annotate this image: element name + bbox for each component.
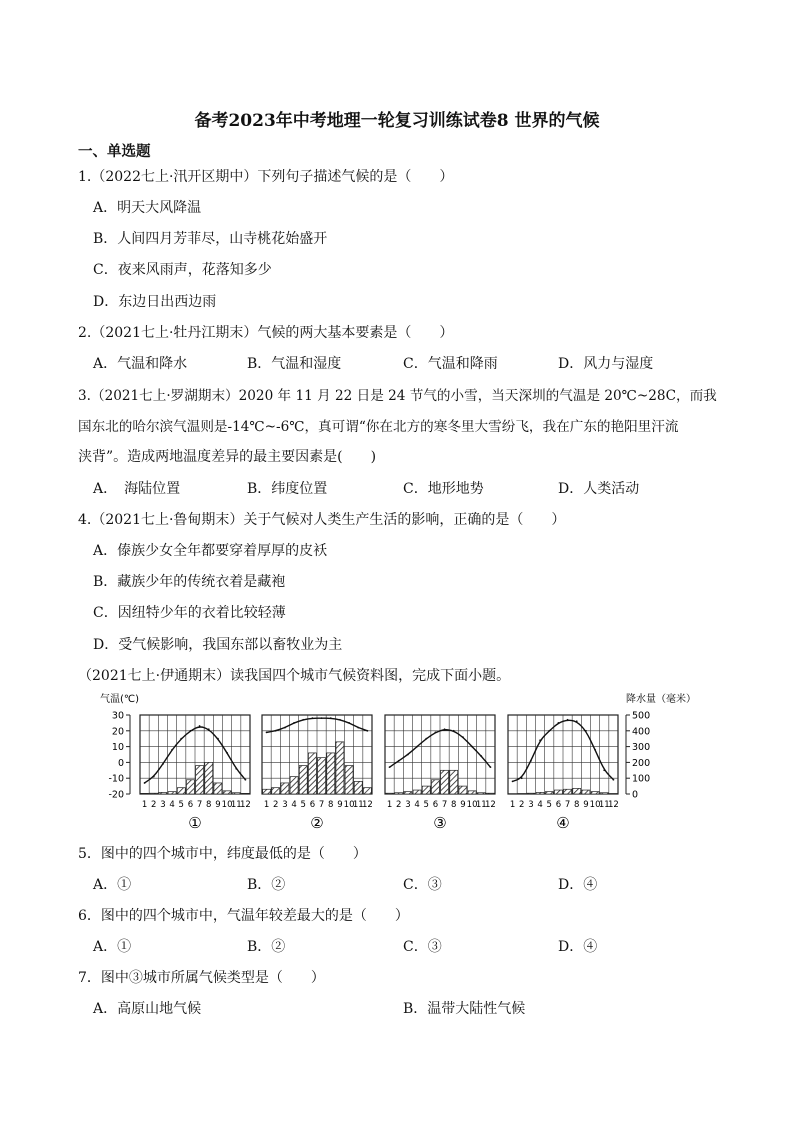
month-tick-label: 3: [282, 800, 288, 810]
panel-4-temperature-point: [521, 777, 523, 779]
temperature-axis-label: 气温(℃): [100, 694, 140, 705]
month-tick-label: 12: [362, 800, 373, 810]
question-2-option-d: D．风力与湿度: [558, 356, 654, 372]
panel-4-temperature-point: [530, 760, 532, 762]
month-tick-label: 11: [475, 800, 487, 810]
temperature-tick-label: 30: [111, 710, 124, 722]
month-tick-label: 7: [564, 800, 571, 810]
climate-charts-svg: [96, 688, 696, 838]
month-tick-label: 12: [240, 800, 251, 810]
question-3-line-1: 3.（2021七上·罗湖期末）2020 年 11 月 22 日是 24 节气的小雪，当天深圳的气温是 20℃~28C，而我: [78, 388, 717, 404]
panel-4-precip-bar: [564, 789, 572, 794]
panel-1-temperature-point: [226, 752, 228, 754]
question-6-option-c: C．③: [403, 939, 442, 955]
month-tick-label: 5: [423, 800, 429, 810]
panel-2-temperature-point: [284, 727, 286, 729]
panel-3-precip-bar: [477, 793, 485, 794]
panel-4-temperature-point: [576, 720, 578, 722]
panel-4-precip-bar: [554, 790, 562, 794]
question-6-stem: 6．图中的四个城市中，气温年较差最大的是（ ）: [78, 908, 409, 924]
panel-3-temperature-point: [389, 766, 391, 768]
month-tick-label: 3: [160, 800, 166, 810]
month-tick-label: 1: [386, 800, 393, 810]
temperature-tick-label: 10: [111, 742, 124, 754]
question-4-option-b: B．藏族少年的传统衣着是藏袍: [93, 574, 286, 590]
panel-1-precip-bar: [223, 791, 231, 794]
panel-1-precip-bar: [159, 792, 167, 794]
panel-4-temperature-point: [539, 739, 541, 741]
panel-2-label: ②: [310, 814, 324, 832]
panel-2-precip-bar: [345, 766, 353, 794]
panel-2-temperature-point: [275, 730, 277, 732]
month-tick-label: 6: [555, 800, 562, 810]
panel-1-temperature-point: [171, 749, 173, 751]
panel-4-temperature-point: [613, 779, 615, 781]
panel-4-precip-bar: [582, 790, 590, 794]
temperature-tick-label: 20: [111, 726, 124, 738]
panel-2-precip-bar: [299, 766, 307, 794]
panel-2-precip-bar: [290, 777, 298, 794]
panel-2-temperature-point: [357, 727, 359, 729]
question-4-option-d: D．受气候影响，我国东部以畜牧业为主: [93, 637, 343, 653]
question-group-intro: （2021七上·伊通期末）读我国四个城市气候资料图，完成下面小题。: [78, 668, 511, 684]
panel-3-temperature-point: [471, 746, 473, 748]
month-tick-label: 2: [396, 800, 402, 810]
panel-1-precip-bar: [232, 793, 240, 794]
panel-2-precip-bar: [272, 788, 280, 794]
panel-4-temperature-point: [567, 719, 569, 721]
month-tick-label: 5: [300, 800, 306, 810]
question-5-option-d: D．④: [558, 877, 598, 893]
panel-1-precip-bar: [177, 788, 185, 794]
panel-4-temperature-point: [512, 780, 514, 782]
panel-3-temperature-point: [416, 746, 418, 748]
month-tick-label: 4: [291, 800, 297, 810]
panel-3-temperature-point: [398, 760, 400, 762]
month-tick-label: 6: [432, 800, 439, 810]
panel-2-precip-bar: [308, 753, 316, 794]
panel-4-precip-bar: [573, 788, 581, 794]
month-tick-label: 5: [178, 800, 184, 810]
panel-4-temperature-point: [603, 769, 605, 771]
month-tick-label: 2: [273, 800, 279, 810]
question-5-option-b: B．②: [247, 877, 286, 893]
panel-4-precip-bar: [600, 793, 608, 794]
panel-4-precip-bar: [527, 793, 535, 794]
month-tick-label: 1: [141, 800, 148, 810]
month-tick-label: 9: [337, 800, 343, 810]
panel-2-temperature-point: [330, 717, 332, 719]
panel-2-precip-bar: [363, 788, 371, 794]
panel-3-precip-bar: [468, 791, 476, 794]
panel-3-temperature-point: [425, 738, 427, 740]
month-tick-label: 11: [230, 800, 242, 810]
precipitation-axis-label: 降水量（毫米）: [626, 694, 696, 705]
panel-2-temperature-point: [339, 719, 341, 721]
month-tick-label: 1: [509, 800, 516, 810]
panel-3-temperature-point: [407, 754, 409, 756]
question-6-option-b: B．②: [247, 939, 286, 955]
climate-charts: [96, 688, 696, 838]
question-1-stem: 1.（2022七上·汛开区期中）下列句子描述气候的是（ ）: [78, 169, 454, 185]
panel-2-precip-bar: [263, 789, 271, 794]
question-4-stem: 4.（2021七上·鲁甸期末）关于气候对人类生产生活的影响，正确的是（ ）: [78, 512, 566, 528]
panel-3-precip-bar: [431, 780, 439, 794]
month-tick-label: 3: [405, 800, 411, 810]
month-tick-label: 7: [196, 800, 203, 810]
month-tick-label: 12: [608, 800, 619, 810]
precipitation-tick-label: 300: [632, 742, 651, 754]
panel-4-label: ④: [556, 814, 570, 832]
panel-2-temperature-point: [348, 722, 350, 724]
panel-1-temperature-point: [144, 782, 146, 784]
panel-3-precip-bar: [450, 770, 458, 794]
question-4-option-a: A．傣族少女全年都要穿着厚厚的皮袄: [93, 543, 328, 559]
question-7-option-a: A．高原山地气候: [93, 1001, 202, 1017]
question-5-stem: 5．图中的四个城市中，纬度最低的是（ ）: [78, 846, 367, 862]
month-tick-label: 10: [221, 800, 233, 810]
precipitation-tick-label: 0: [632, 789, 639, 801]
temperature-tick-label: -20: [108, 789, 124, 801]
panel-1-precip-bar: [150, 793, 158, 794]
panel-1-precip-bar: [168, 792, 176, 794]
month-tick-label: 11: [598, 800, 610, 810]
panel-2-precip-bar: [327, 753, 335, 794]
panel-3-precip-bar: [441, 770, 449, 794]
question-3-option-d: D．人类活动: [558, 481, 640, 497]
panel-3-precip-bar: [459, 786, 467, 794]
question-3-line-3: 浃背”。造成两地温度差异的最主要因素是( ): [78, 449, 377, 465]
panel-3-precip-bar: [395, 793, 403, 794]
panel-1-precip-bar: [205, 762, 213, 794]
month-tick-label: 5: [546, 800, 552, 810]
month-tick-label: 10: [343, 800, 355, 810]
panel-1-precip-bar: [186, 780, 194, 794]
panel-3-temperature-point: [490, 766, 492, 768]
precipitation-tick-label: 500: [632, 710, 651, 722]
question-2-stem: 2.（2021七上·牡丹江期末）气候的两大基本要素是（ ）: [78, 325, 454, 341]
question-5-option-c: C．③: [403, 877, 442, 893]
panel-1-temperature-point: [208, 728, 210, 730]
panel-4-temperature-point: [558, 722, 560, 724]
panel-1-temperature-point: [162, 763, 164, 765]
panel-2-precip-bar: [281, 783, 289, 794]
panel-2-precip-bar: [354, 781, 362, 794]
question-7-option-b: B．温带大陆性气候: [403, 1001, 526, 1017]
question-5-option-a: A．①: [93, 877, 132, 893]
question-1-option-c: C．夜来风雨声，花落知多少: [93, 262, 272, 278]
panel-1-temperature-point: [180, 738, 182, 740]
panel-1-precip-bar: [196, 766, 204, 794]
panel-1-precip-bar: [214, 783, 222, 794]
panel-3-temperature-point: [453, 730, 455, 732]
question-6-option-a: A．①: [93, 939, 132, 955]
panel-1-temperature-point: [245, 779, 247, 781]
month-tick-label: 6: [309, 800, 316, 810]
temperature-tick-label: 0: [117, 757, 124, 769]
question-6-option-d: D．④: [558, 939, 598, 955]
panel-2-temperature-point: [266, 731, 268, 733]
question-3-line-2: 国东北的哈尔滨气温则是-14℃~-6℃，真可谓“你在北方的寒冬里大雪纷飞，我在广东的艳阳里汗流: [78, 419, 679, 435]
panel-3-precip-bar: [413, 790, 421, 794]
panel-1-temperature-point: [190, 730, 192, 732]
temperature-tick-label: -10: [108, 773, 124, 785]
panel-2-temperature-point: [312, 717, 314, 719]
month-tick-label: 8: [451, 800, 457, 810]
question-3-option-b: B．纬度位置: [247, 481, 328, 497]
panel-2-precip-bar: [336, 742, 344, 794]
month-tick-label: 9: [460, 800, 466, 810]
panel-4-temperature-point: [585, 730, 587, 732]
question-7-stem: 7．图中③城市所属气候类型是（ ）: [78, 970, 325, 986]
panel-1-temperature-point: [217, 738, 219, 740]
panel-2-temperature-point: [367, 730, 369, 732]
month-tick-label: 8: [328, 800, 334, 810]
month-tick-label: 7: [441, 800, 448, 810]
question-1-option-b: B．人间四月芳菲尽，山寺桃花始盛开: [93, 231, 328, 247]
section-heading: 一、单选题: [78, 143, 151, 160]
month-tick-label: 3: [528, 800, 534, 810]
panel-3-precip-bar: [386, 793, 394, 794]
panel-1-temperature-point: [235, 768, 237, 770]
panel-3-temperature-point: [462, 736, 464, 738]
panel-4-precip-bar: [591, 792, 599, 794]
month-tick-label: 1: [263, 800, 270, 810]
panel-4-precip-bar: [536, 792, 544, 794]
panel-3-precip-bar: [404, 792, 412, 794]
question-2-option-c: C．气温和降雨: [403, 356, 498, 372]
question-2-option-b: B．气温和湿度: [247, 356, 342, 372]
question-2-option-a: A．气温和降水: [93, 356, 188, 372]
panel-2-precip-bar: [318, 758, 326, 794]
panel-1-precip-bar: [241, 793, 249, 794]
panel-1-label: ①: [188, 814, 202, 832]
precipitation-tick-label: 200: [632, 757, 651, 769]
question-3-option-c: C．地形地势: [403, 481, 484, 497]
panel-4-temperature-point: [594, 749, 596, 751]
question-1-option-a: A．明天大风降温: [93, 200, 202, 216]
month-tick-label: 11: [352, 800, 364, 810]
panel-1-temperature-point: [153, 776, 155, 778]
precipitation-tick-label: 100: [632, 773, 651, 785]
panel-4-temperature-point: [548, 730, 550, 732]
panel-3-precip-bar: [486, 793, 494, 794]
month-tick-label: 9: [583, 800, 589, 810]
month-tick-label: 4: [537, 800, 543, 810]
question-1-option-d: D．东边日出西边雨: [93, 294, 217, 310]
month-tick-label: 2: [151, 800, 157, 810]
panel-3-precip-bar: [422, 786, 430, 794]
month-tick-label: 2: [519, 800, 525, 810]
month-tick-label: 9: [215, 800, 221, 810]
panel-3-temperature-point: [444, 728, 446, 730]
document-title: 备考2023年中考地理一轮复习训练试卷8 世界的气候: [194, 111, 600, 131]
month-tick-label: 8: [574, 800, 580, 810]
month-tick-label: 8: [206, 800, 212, 810]
month-tick-label: 4: [414, 800, 420, 810]
precipitation-tick-label: 400: [632, 726, 651, 738]
panel-1-temperature-point: [199, 725, 201, 727]
month-tick-label: 10: [466, 800, 478, 810]
panel-2-temperature-point: [321, 717, 323, 719]
panel-2-temperature-point: [302, 719, 304, 721]
month-tick-label: 12: [485, 800, 496, 810]
month-tick-label: 4: [169, 800, 175, 810]
panel-2-temperature-point: [293, 722, 295, 724]
panel-3-temperature-point: [480, 755, 482, 757]
question-3-option-a: A． 海陆位置: [93, 481, 181, 497]
month-tick-label: 7: [318, 800, 325, 810]
panel-3-label: ③: [433, 814, 447, 832]
month-tick-label: 6: [187, 800, 194, 810]
question-4-option-c: C．因纽特少年的衣着比较轻薄: [93, 605, 286, 621]
panel-4-precip-bar: [545, 792, 553, 794]
panel-3-temperature-point: [435, 731, 437, 733]
month-tick-label: 10: [589, 800, 601, 810]
panel-1-precip-bar: [141, 793, 149, 794]
